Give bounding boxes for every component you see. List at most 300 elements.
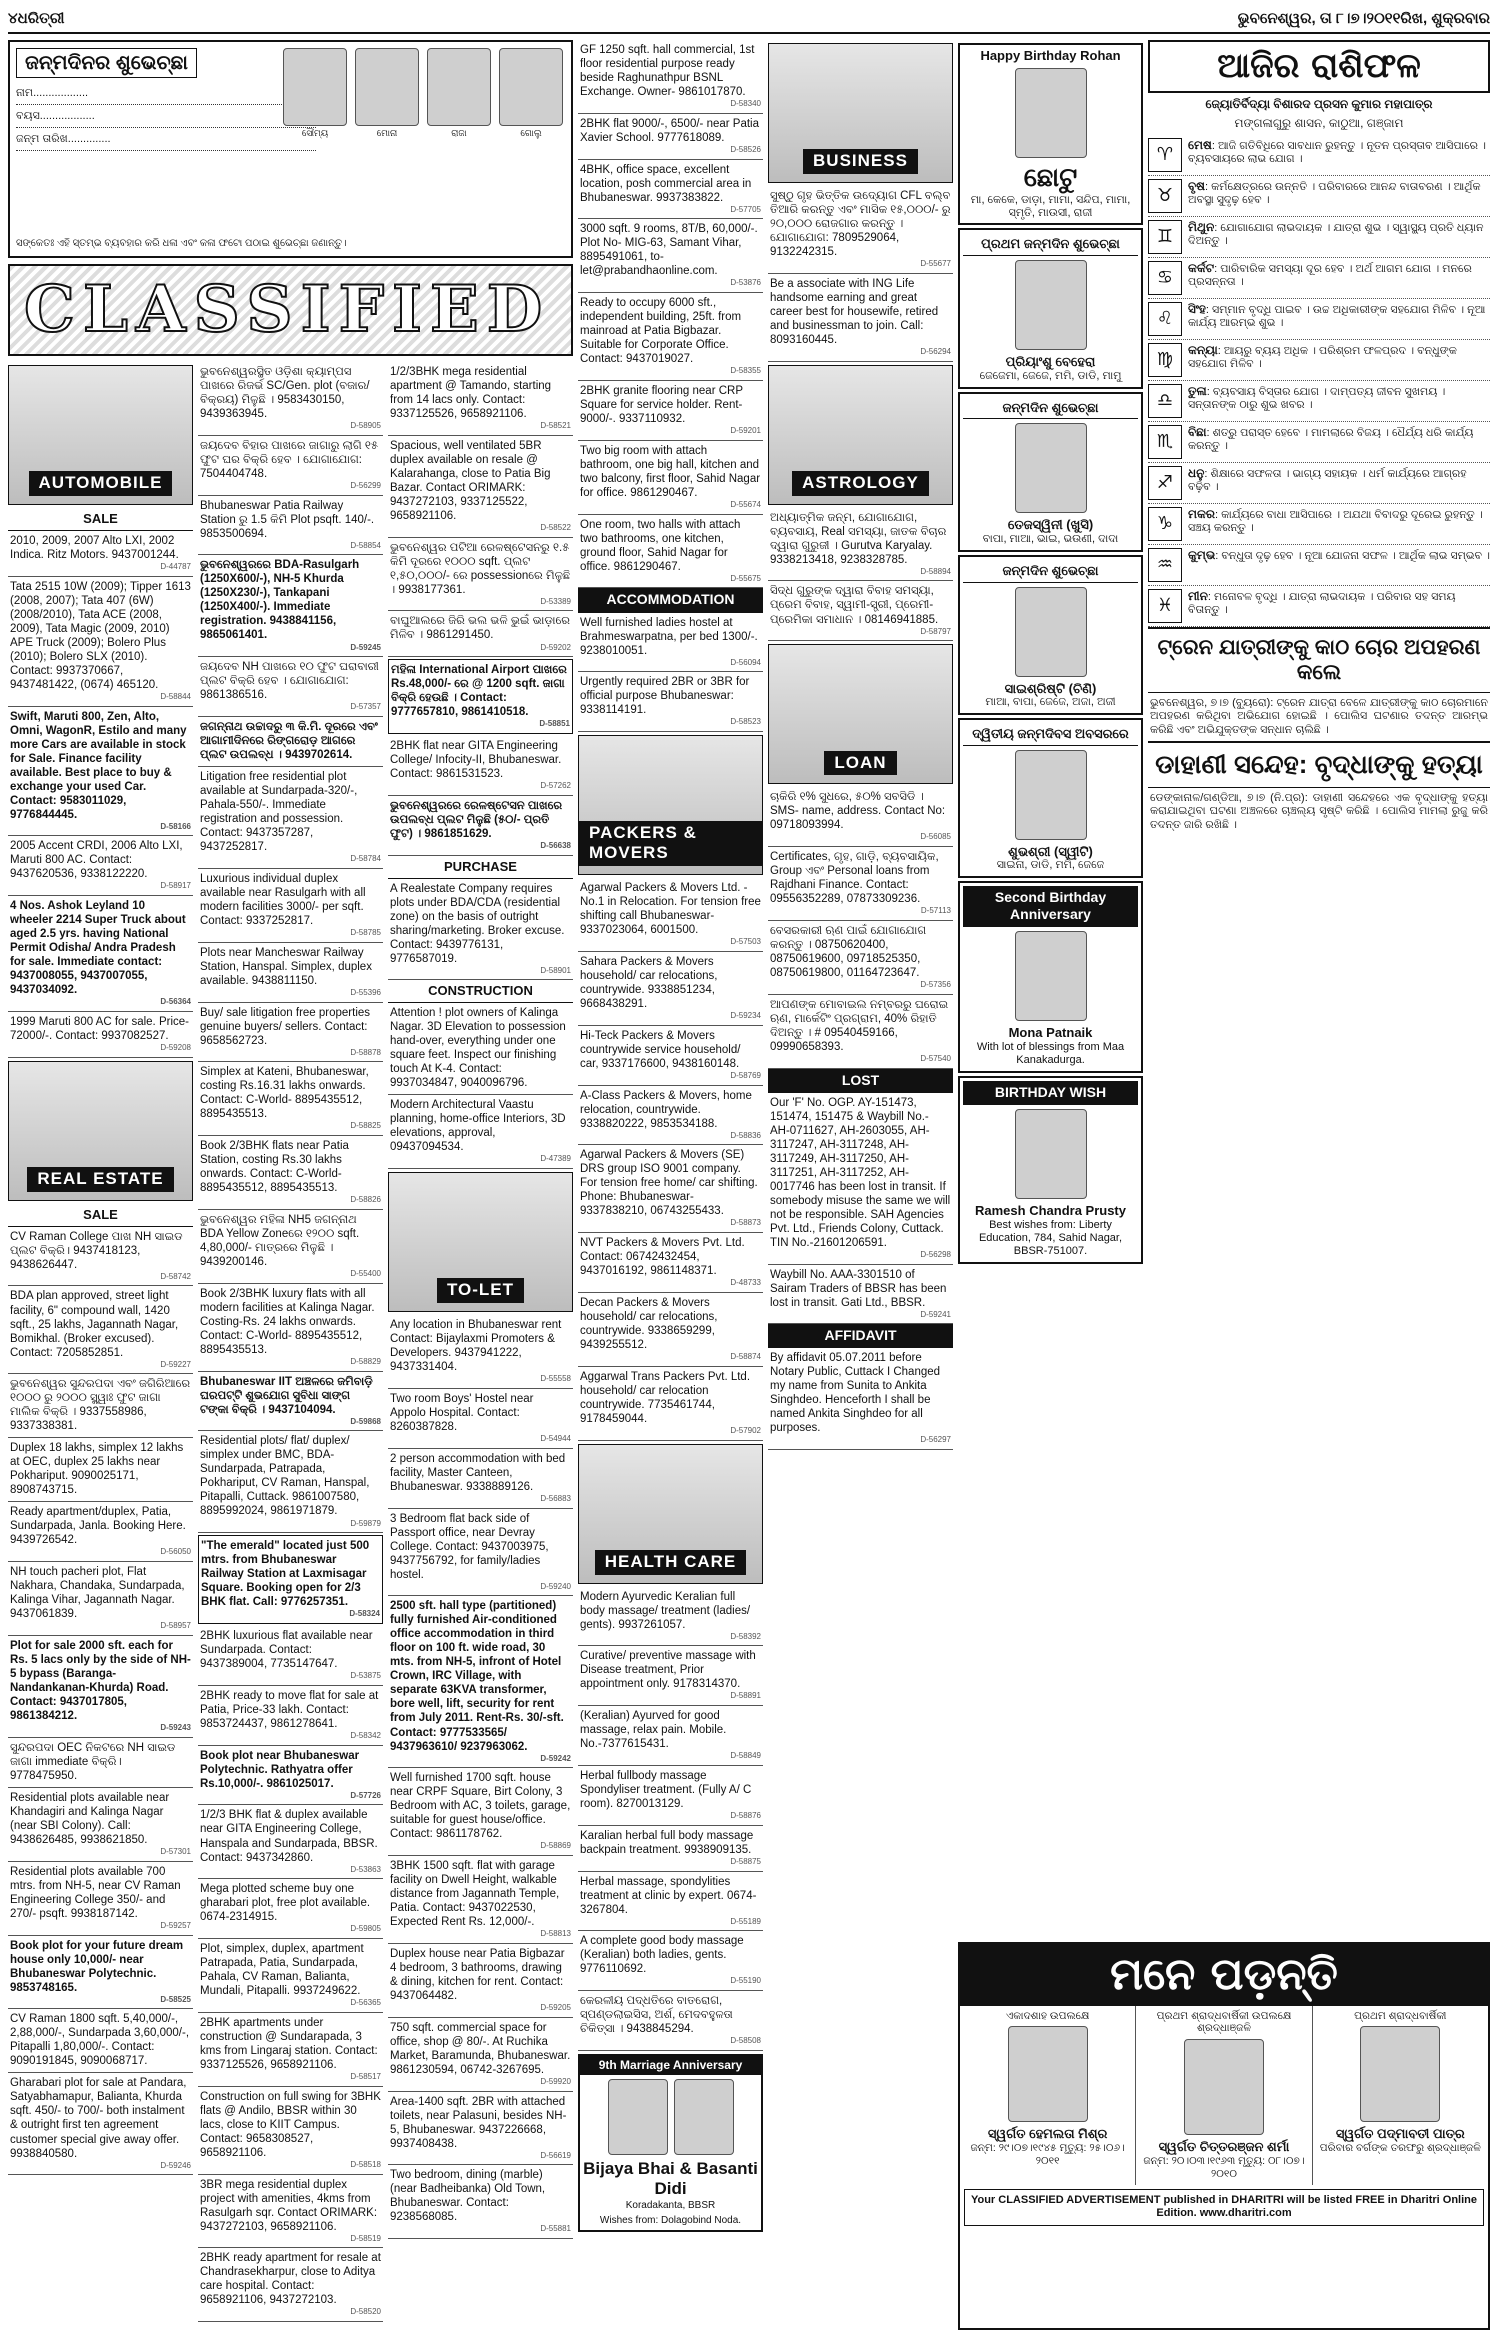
- classified-ad: [8, 1438, 193, 1502]
- obituary-name: ସ୍ୱର୍ଗତ ହେମଲତା ମିଶ୍ର: [987, 2126, 1108, 2142]
- rashi-body: ବୃଷ: କର୍ମକ୍ଷେତ୍ରରେ ଉନ୍ନତି । ପରିବାରରେ ଆନନ୍ଦ ବାତାବରଣ । ଆର୍ଥିକ ଅବସ୍ଥା ସୁଦୃଢ଼ ହେବ ।: [1188, 178, 1481, 207]
- obituary-photo: [1008, 2026, 1088, 2122]
- bride-photo: [674, 2079, 734, 2155]
- ad-code: D-59805: [350, 1924, 381, 1934]
- rashi-name: ମକର: [1188, 506, 1215, 521]
- classified-ad: [578, 381, 763, 441]
- classified-ad: [768, 186, 953, 274]
- ad-text: Aggarwal Trans Packers Pvt. Ltd. household/ car relocation countrywide. 7735461744, 9178459044.: [580, 1370, 751, 1425]
- coupon-field-name[interactable]: ନାମ..................: [16, 82, 316, 105]
- zodiac-sign-icon: ♐: [1148, 466, 1182, 500]
- ad-code: D-44787: [160, 561, 191, 571]
- wish-head: ଜନ୍ମଦିନ ଶୁଭେଚ୍ଛା: [963, 397, 1138, 420]
- ad-code: D-56299: [350, 480, 381, 490]
- ad-code: D-58784: [350, 854, 381, 864]
- column-greetings: [958, 40, 1143, 1900]
- obituary-card: [1136, 2006, 1312, 2185]
- ad-text: Ready to occupy 6000 sft., independent building, 25ft. from mainroad at Patia Bigbazar. Suitable for Corporate Office. Contact: 9437019027.: [580, 297, 742, 366]
- classified-ad: [578, 1293, 763, 1367]
- ad-code: D-58520: [350, 2307, 381, 2317]
- rashi-item: [1148, 176, 1490, 217]
- rashi-body: ମୀନ: ମନୋବଳ ବୃଦ୍ଧି । ଯାତ୍ରା ଲାଭଦାୟକ । ପରିବାର ସହ ସମୟ ବିତାନ୍ତୁ ।: [1188, 588, 1456, 617]
- kid-card: [427, 48, 491, 139]
- ad-text: Construction on full swing for 3BHK flats @ Andilo, BBSR within 30 lacs, close to KIIT Campus. Contact: 9658308527, 9658921106.: [200, 2090, 381, 2159]
- classified-ad: [198, 943, 383, 1003]
- rashi-text: ଆୟରୁ ବ୍ୟୟ ଅଧିକ । ପରିଶ୍ରମ ଫଳପ୍ରଦ । ବନ୍ଧୁଙ୍କ ସହଯୋଗ ମିଳିବ ।: [1188, 344, 1457, 371]
- ad-text: 4BHK, office space, excellent location, posh commercial area in Bhubaneswar. 9937383822.: [580, 163, 752, 204]
- rashi-text: ଆଜି ଗତିବିଧିରେ ସାବଧାନ ରୁହନ୍ତୁ । ନୂତନ ପ୍ରସ୍ତାବ ଆସିପାରେ । ବ୍ୟବସାୟରେ ଲାଭ ଯୋଗ ।: [1188, 139, 1486, 166]
- ad-text: One room, two halls with attach two bathrooms, one kitchen, ground floor, Sahid Nagar for office. 9861290467.: [580, 518, 741, 573]
- classified-ad: [198, 2087, 383, 2175]
- classified-ad: [578, 160, 763, 220]
- ad-text: ଜଗନ୍ନାଥ ଉଚ୍ଚାଦରୁ ୩ କି.ମି. ଦୂରରେ ଏବଂ ଆଗାମୀଦିନରେ ରିଙ୍ଗରୋଡ଼ ଆଗରେ ପ୍ଲଟ ଉପଲବ୍ଧ । 9439702614.: [200, 721, 378, 762]
- ad-text: Two bedroom, dining (marble) (near Badheibanka) Old Town, Bhubaneswar. Contact: 9238568085.: [390, 2169, 546, 2224]
- ad-text: Mega plotted scheme buy one gharabari plot, free plot available. 0674-2314915.: [200, 1883, 371, 1924]
- coupon-field-dob[interactable]: ଜନ୍ମ ତାରିଖ..............: [16, 128, 316, 151]
- ad-code: D-56294: [920, 346, 951, 356]
- ad-code: D-58878: [350, 1047, 381, 1057]
- ad-text: ବାଘୁଆଲରେ ଜିରି ଭଲ ଭଳି ଭୁଇଁ ଭାଡ଼ାରେ ମିଳିବ । 9861291450.: [390, 615, 570, 642]
- birthday-wish-card: [958, 718, 1143, 878]
- kids-photos: [283, 48, 563, 139]
- classified-ad: [8, 1502, 193, 1562]
- ad-text: ଜୟଦେବ NH ପାଖରେ ୧୦ ଫୁଟ ଘରାବାରୀ ପ୍ଲଟ ବିକ୍ରି ହେବ । ଯୋଗାଯୋଗ: 9861386516.: [200, 661, 379, 702]
- astrology-ads: [768, 508, 953, 642]
- ad-code: D-59920: [540, 2076, 571, 2086]
- ad-text: 2BHK ready apartment for resale at Chandrasekharpur, close to Aditya care hospital. Contact: 9658921106, 9437272103.: [200, 2252, 381, 2307]
- tolet-section-image: [388, 1172, 573, 1312]
- ad-text: ଅଧ୍ୟାତ୍ମିକ ଜନ୍ମ, ଯୋଗାଯୋଗ, ବ୍ୟବସାୟ, Real ସମସ୍ୟା, ଜାତକ ବିଚାର ଦ୍ୱାରା ଗୁରୁଜୀ । Gurutva Karyalay. 9338213418, 9238328785.: [770, 511, 947, 566]
- classified-ad: [578, 293, 763, 381]
- birthday-wish-card: [958, 228, 1143, 388]
- ad-text: Book 2/3BHK luxury flats with all modern facilities at Kalinga Nagar. Costing-Rs. 24 lakhs onwards. Contact: C-World- 8895435512, 8895435513.: [200, 1287, 375, 1356]
- ad-text: Residential plots/ flat/ duplex/ simplex under BMC, BDA- Sundarpada, Patrapada, Pokhariput, CV Raman, Hanspal, Pitapalli, Cuttack. 9861007580, 8895992024, 9861971879.: [200, 1435, 370, 1518]
- ad-code: D-58869: [540, 1841, 571, 1851]
- classified-ad: [388, 436, 573, 538]
- rashi-text: ସମ୍ମାନ ବୃଦ୍ଧି ପାଇବ । ଉଚ୍ଚ ଅଧିକାରୀଙ୍କ ସହଯୋଗ ମିଳିବ । ନୂଆ କାର୍ଯ୍ୟ ଆରମ୍ଭ ଶୁଭ ।: [1188, 303, 1486, 330]
- classified-ad: [8, 1862, 193, 1936]
- ad-text: Modern Ayurvedic Keralian full body massage/ treatment (ladies/ gents). 9937261057.: [580, 1590, 751, 1631]
- affidavit-heading: AFFIDAVIT: [768, 1324, 953, 1348]
- ad-text: A complete good body massage (Keralian) both ladies, gents. 9776110692.: [580, 1935, 744, 1976]
- construction-heading: CONSTRUCTION: [388, 980, 573, 1003]
- dharitri-online-promo: Your CLASSIFIED ADVERTISEMENT published in DHARITRI will be listed FREE in Dharitri Online Edition. www.dharitri.com: [964, 2189, 1484, 2226]
- business-ads: [768, 186, 953, 362]
- classified-ad: [388, 879, 573, 981]
- purchase-heading: PURCHASE: [388, 856, 573, 879]
- ad-code: D-58874: [730, 1352, 761, 1362]
- classified-ad: [8, 1374, 193, 1438]
- anniversary-place: Koradakanta, BBSR: [625, 2200, 716, 2212]
- news2-body: ଡେଙ୍କାନାଳ/ଗଣ୍ଡିଆ, ୭।୭ (ନି.ପ୍ର): ଡାହାଣୀ ସନ୍ଦେହରେ ଏକ ବୃଦ୍ଧାଙ୍କୁ ହତ୍ୟା କରାଯାଇଥିବା ଘଟଣା ଅଞ୍ଚଳରେ ଚାଞ୍ଚଲ୍ୟ ସୃଷ୍ଟି କରିଛି । ପୋଲିସ ମାମଲା ରୁଜୁ କରି ତଦନ୍ତ ଜାରି ରଖିଛି ।: [1150, 791, 1488, 831]
- ad-text: NVT Packers & Movers Pvt. Ltd. Contact: 06742432454, 9437016192, 9861148371.: [580, 1237, 745, 1278]
- happy-from: ମା, କେକେ, ଡାଡ଼ା, ମାମା, ସନ୍ଦିପ, ମାମା, ସ୍ମୃତି, ମାଉସୀ, ରାଜୀ: [970, 193, 1131, 219]
- birthday-coupon: [8, 40, 573, 258]
- ad-text: Bhubaneswar IIT ଅଞ୍ଚଳରେ ଜମିବାଡ଼ି ଘରପଟ୍ଟି ଶୁଭଯୋଗ ସୁବିଧା ସାଙ୍ଗ ଟଙ୍କା ବିକ୍ରି । 9437104094.: [200, 1375, 373, 1416]
- packers-label: PACKERS & MOVERS: [579, 821, 762, 866]
- rashi-body: କର୍କଟ: ପାରିବାରିକ ସମସ୍ୟା ଦୂର ହେବ । ଅର୍ଥ ଆଗମ ଯୋଗ । ମନରେ ପ୍ରସନ୍ନତା ।: [1188, 260, 1472, 289]
- rashi-name: ମୀନ: [1188, 588, 1208, 603]
- column-accommodation: [578, 40, 763, 2330]
- rashifal-address: ମଙ୍ଗଳାଗୁରୁ ଶାସନ, କାଠୁଆ, ଗଞ୍ଜାମ: [1234, 116, 1404, 131]
- ad-text: 4 Nos. Ashok Leyland 10 wheeler 2214 Super Truck about aged 2.5 yrs. having National Permit Odisha/ Andra Pradesh for sale. Immediate contact: 9437008055, 9437007055, 9437034092.: [10, 900, 186, 997]
- classified-ad: [388, 736, 573, 796]
- ad-code: D-54944: [540, 1433, 571, 1443]
- ad-code: D-57301: [160, 1847, 191, 1856]
- ad-text: ଜୟଦେବ ବିହାର ପାଖରେ ଜାଗାରୁ ଲାଗି ୧୫ ଫୁଟ ଘର ବିକ୍ରି ହେବ । ଯୋଗାଯୋଗ: 7504404748.: [200, 439, 379, 480]
- classified-ad: [388, 796, 573, 856]
- classified-ad: [578, 1991, 763, 2051]
- ad-text: 2BHK flat 9000/-, 6500/- near Patia Xavier School. 9777618089.: [580, 117, 759, 144]
- rashi-body: କନ୍ୟା: ଆୟରୁ ବ୍ୟୟ ଅଧିକ । ପରିଶ୍ରମ ଫଳପ୍ରଦ । ବନ୍ଧୁଙ୍କ ସହଯୋଗ ମିଳିବ ।: [1188, 342, 1457, 371]
- classified-ad: [578, 1826, 763, 1872]
- rashi-item: [1148, 422, 1490, 463]
- rashi-item: [1148, 340, 1490, 381]
- classified-ad: [578, 1233, 763, 1293]
- classified-ad: [198, 1210, 383, 1284]
- rashifal-author: ଜ୍ୟୋତିର୍ବିଦ୍ୟା ବିଶାରଦ ପ୍ରସନ କୁମାର ମହାପାତ୍ର: [1205, 97, 1433, 112]
- ad-text: ମହିଳା International Airport ପାଖରେ Rs.48,000/- ରେ @ 1200 sqft. ଜାଗା ବିକ୍ରି ହେଉଛି । Contact: 9777657810, 9861410518.: [391, 664, 567, 719]
- column-rashifal-news: [1148, 40, 1490, 1900]
- lost-ads: [768, 1093, 953, 1325]
- ad-text: Spacious, well ventilated 5BR duplex available on resale @ Kalarahanga, close to Patia Big Bazar. Contact ORIMARK: 9437272103, 9337125522, 9658921106.: [390, 439, 551, 522]
- wish-name: ଶୁଭଶ୍ରୀ (ସ୍ୱୀଟି): [1008, 843, 1093, 859]
- classified-ad: [768, 847, 953, 921]
- ad-code: D-59242: [540, 1753, 571, 1763]
- page-number: ୪ଧରିତ୍ରୀ: [8, 9, 65, 27]
- packers-section-image: [578, 735, 763, 875]
- ad-code: D-58826: [350, 1195, 381, 1205]
- obituary-card: [1313, 2006, 1488, 2185]
- kid-caption: ଗୋଲୁ: [520, 128, 542, 138]
- obituary-photo: [1360, 2026, 1440, 2122]
- rashi-text: ବ୍ୟବସାୟ ବିସ୍ତାର ଯୋଗ । ଦାମ୍ପତ୍ୟ ଜୀବନ ସୁଖମୟ । ସନ୍ତାନଙ୍କ ଠାରୁ ଶୁଭ ଖବର ।: [1188, 385, 1446, 412]
- zodiac-sign-icon: ♍: [1148, 343, 1182, 377]
- classified-ad: [578, 952, 763, 1026]
- classified-ad: [578, 1587, 763, 1647]
- ad-code: D-58523: [730, 717, 761, 727]
- coupon-footer: ସଙ୍କେତଃ ଏହି ସ୍ତମ୍ଭ ବ୍ୟବହାର କରି ଧଳା ଏବଂ କଳା ଫଟୋ ପଠାଇ ଶୁଭେଚ୍ଛା ଜଣାନ୍ତୁ।: [16, 237, 347, 249]
- ad-code: D-58891: [730, 1691, 761, 1701]
- ad-text: Residential plots available 700 mtrs. from NH-5, near CV Raman Engineering College 350/- and 270/- psqft. 9938187142.: [10, 1865, 181, 1920]
- ad-code: D-58742: [160, 1271, 191, 1281]
- ad-text: Duplex 18 lakhs, simplex 12 lakhs at OEC, duplex 25 lakhs near Pokhariput. 9090025171, 8908743715.: [10, 1442, 184, 1497]
- ad-code: D-58905: [350, 421, 381, 431]
- obituary-detail: ଜନ୍ମ: ୨୯।୦୭।୧୯୪୫ ମୃତ୍ୟୁ: ୨୫।୦୬।୨୦୧୧: [970, 2142, 1125, 2168]
- rashifal-title: ଆଜିର ରାଶିଫଳ: [1148, 40, 1490, 93]
- ad-text: ଭୁବନେଶ୍ୱର ମହିଳା NH5 ଜଗନ୍ନାଥ BDA Yellow Zoneରେ ୧୨୦୦ sqft. 4,80,000/- ମାତ୍ରରେ ମିଳୁଛି । 9439200146.: [200, 1213, 360, 1269]
- ad-text: 2BHK luxurious flat available near Sundarpada. Contact: 9437389004, 7735147647.: [200, 1630, 373, 1671]
- zodiac-sign-icon: ♏: [1148, 425, 1182, 459]
- ad-code: D-58836: [730, 1130, 761, 1140]
- ad-code: D-59868: [350, 1416, 381, 1426]
- kid-caption: ସୌମ୍ୟ: [301, 128, 329, 138]
- classified-ad: [578, 40, 763, 114]
- affidavit-ads: [768, 1348, 953, 1450]
- rashi-name: କୁମ୍ଭ: [1188, 547, 1216, 562]
- ad-code: D-53876: [730, 278, 761, 288]
- marriage-anniversary-ad: [578, 2054, 763, 2232]
- classified-ad: [8, 577, 193, 707]
- ad-text: Plot, simplex, duplex, apartment Patrapada, Patia, Sundarpada, Pahala, CV Raman, Balianta, Mundali, Pitapalli. 9937249622.: [200, 1943, 364, 1998]
- kid-photo: [283, 48, 347, 126]
- wish-photo: [1015, 587, 1087, 677]
- ad-text: Well furnished ladies hostel at Brahmeswarpatna, per bed 1300/-. 9238010051.: [580, 616, 758, 657]
- zodiac-sign-icon: ♋: [1148, 261, 1182, 295]
- ad-text: Book 2/3BHK flats near Patia Station, costing Rs.30 lakhs onwards. Contact: C-World- 8895435512, 8895435513.: [200, 1140, 349, 1195]
- ad-text: Luxurious individual duplex available near Rasulgarh with all modern facilities 3000/- per sqft. Contact: 9337252817.: [200, 872, 366, 927]
- ad-code: D-58392: [730, 1631, 761, 1641]
- ad-code: D-56638: [540, 840, 571, 850]
- classified-ad: [388, 1449, 573, 1509]
- ad-code: D-59879: [350, 1518, 381, 1528]
- coupon-field-age[interactable]: ବୟସ..................: [16, 105, 316, 128]
- ad-text: 3 Bedroom flat back side of Passport office, near Devray College. Contact: 9437003975, 9437756792, for family/ladies hostel.: [390, 1512, 549, 1581]
- ad-text: Herbal massage, spondylities treatment at clinic by expert. 0674-3267804.: [580, 1875, 757, 1916]
- ad-code: D-57113: [920, 906, 951, 916]
- zodiac-sign-icon: ♉: [1148, 179, 1182, 213]
- classified-ad: [8, 2009, 193, 2073]
- rashi-body: ମେଷ: ଆଜି ଗତିବିଧିରେ ସାବଧାନ ରୁହନ୍ତୁ । ନୂତନ ପ୍ରସ୍ତାବ ଆସିପାରେ । ବ୍ୟବସାୟରେ ଲାଭ ଯୋଗ ।: [1188, 137, 1486, 166]
- classified-ad: [388, 1856, 573, 1944]
- ad-text: 3BHK 1500 sqft. flat with garage facility on Dwell Height, walkable distance from Jagannath Temple, Patia. Contact: 9437022530, Expected Rent Rs. 12,000/-.: [390, 1860, 560, 1929]
- kid-photo: [499, 48, 563, 126]
- automobile-label: AUTOMOBILE: [29, 471, 173, 496]
- classified-ad: [388, 1315, 573, 1389]
- classified-ad: [198, 1686, 383, 1746]
- ad-text: Simplex at Kateni, Bhubaneswar, costing Rs.16.31 lakhs onwards. Contact: C-World- 8895435512, 8895435513.: [200, 1066, 369, 1121]
- kid-card: [499, 48, 563, 139]
- ad-code: D-57262: [540, 781, 571, 791]
- rashi-body: କୁମ୍ଭ: ବନ୍ଧୁତା ଦୃଢ଼ ହେବ । ନୂଆ ଯୋଜନା ସଫଳ । ଆର୍ଥିକ ଲାଭ ସମ୍ଭବ ।: [1188, 547, 1490, 562]
- ad-code: D-58873: [730, 1218, 761, 1228]
- column-realestate-2: [198, 362, 383, 2330]
- ad-text: Book plot near Bhubaneswar Polytechnic. Rathyatra offer Rs.10,000/-. 9861025017.: [200, 1749, 360, 1790]
- realestate-label: REAL ESTATE: [27, 1167, 173, 1192]
- zodiac-sign-icon: ♎: [1148, 384, 1182, 418]
- classified-ad: [388, 2165, 573, 2239]
- ad-text: ସିଦ୍ଧ ଗୁରୁଙ୍କ ଦ୍ୱାରା ବିବାହ ସମସ୍ୟା, ପ୍ରେମ ବିବାହ, ସ୍ୱାମୀ-ସ୍ତ୍ରୀ, ପ୍ରେମୀ-ପ୍ରେମିକା ସମାଧାନ । 08146941885.: [770, 585, 939, 626]
- classified-ad: [198, 1535, 383, 1624]
- rashi-name: ବୃଷ: [1188, 178, 1206, 193]
- classified-ad: [198, 1284, 383, 1372]
- rashifal-list: [1148, 135, 1490, 627]
- ad-code: D-58522: [540, 522, 571, 532]
- ad-code: D-57503: [730, 937, 761, 947]
- ad-code: D-56364: [160, 997, 191, 1007]
- date-line: ଭୁବନେଶ୍ୱର, ତା ୮।୭।୨୦୧୧ରିଖ, ଶୁକ୍ରବାର: [1237, 9, 1490, 27]
- ad-text: Attention ! plot owners of Kalinga Nagar. 3D Elevation to possession hand-over, everything under one square feet. Inspect our finishing touch At K-4. Contact: 9937034847, 9040096796.: [390, 1007, 566, 1090]
- ad-code: D-55400: [350, 1269, 381, 1279]
- ad-text: Well furnished 1700 sqft. house near CRPF Square, Birt Colony, 3 Bedroom with AC, 3 toilets, garage, suitable for guest house/office. Contact: 9861178762.: [390, 1772, 571, 1841]
- classified-ad: [388, 1389, 573, 1449]
- realestate-ads: [8, 1227, 193, 2176]
- ad-text: Two big room with attach bathroom, one big hall, kitchen and two balcony, first floor, Sahid Nagar for office. 9861290467.: [580, 444, 761, 499]
- ad-text: Bhubaneswar Patia Railway Station ରୁ 1.5 କିମି Plot psqft. 140/-. 9853500694.: [200, 499, 375, 540]
- wish-from: ସାଇନା, ଡାଡି, ମମି, ଜେଜେ: [996, 859, 1105, 872]
- ad-code: D-58797: [920, 626, 951, 636]
- mona-photo: [1015, 931, 1087, 1021]
- ad-code: D-56085: [920, 832, 951, 842]
- realestate-section-image: [8, 1061, 193, 1201]
- ad-code: D-58875: [730, 1856, 761, 1866]
- classified-ad: [768, 921, 953, 995]
- rashi-item: [1148, 504, 1490, 545]
- ad-code: D-58917: [160, 881, 191, 891]
- ad-code: D-59243: [160, 1723, 191, 1733]
- classified-ad: [768, 995, 953, 1069]
- classified-ad: [768, 1265, 953, 1325]
- classified-ad: [198, 2248, 383, 2322]
- ad-code: D-56365: [350, 1998, 381, 2008]
- rashi-text: କର୍ମକ୍ଷେତ୍ରରେ ଉନ୍ନତି । ପରିବାରରେ ଆନନ୍ଦ ବାତାବରଣ । ଆର୍ଥିକ ଅବସ୍ଥା ସୁଦୃଢ଼ ହେବ ।: [1188, 180, 1481, 207]
- classified-ad: [578, 1646, 763, 1706]
- classified-ad: [578, 1026, 763, 1086]
- kid-caption: ରାଜା: [451, 128, 467, 138]
- rashi-item: [1148, 135, 1490, 176]
- classified-ad: [768, 508, 953, 582]
- health-label: HEALTH CARE: [595, 1550, 747, 1575]
- rashi-item: [1148, 545, 1490, 586]
- ad-code: D-56297: [920, 1435, 951, 1445]
- rashi-body: ଧନୁ: ଶିକ୍ଷାରେ ସଫଳତା । ଭାଗ୍ୟ ସହାୟକ । ଧର୍ମ କାର୍ଯ୍ୟରେ ଆଗ୍ରହ ବଢ଼ିବ ।: [1188, 465, 1467, 494]
- birthday-wish-card: [958, 392, 1143, 552]
- ad-code: D-53863: [350, 1864, 381, 1874]
- rashi-text: ଶତ୍ରୁ ପରାସ୍ତ ହେବେ । ମାମଲାରେ ବିଜୟ । ଧୈର୍ଯ୍ୟ ଧରି କାର୍ଯ୍ୟ କରନ୍ତୁ ।: [1188, 426, 1474, 453]
- ad-text: 2BHK apartments under construction @ Sundarapada, 3 kms from Lingaraj station. Contact: 9337125526, 9658921106.: [200, 2016, 378, 2071]
- happy-title: Happy Birthday Rohan: [980, 48, 1121, 63]
- classified-ad: [578, 1872, 763, 1932]
- wish-photo: [1015, 750, 1087, 840]
- ad-code: D-47389: [540, 1154, 571, 1164]
- ad-text: 2BHK flat near GITA Engineering College/ Infocity-II, Bhubaneswar. Contact: 9861531523.: [390, 740, 562, 781]
- classified-ad: [578, 1931, 763, 1991]
- rashi-name: ମେଷ: [1188, 137, 1212, 152]
- ad-code: D-58526: [730, 144, 761, 154]
- anniversary-names: Bijaya Bhai & Basanti Didi: [583, 2158, 758, 2199]
- column-automobile-realestate: [8, 362, 193, 2330]
- rashi-item: [1148, 463, 1490, 504]
- ad-text: 2BHK granite flooring near CRP Square for service holder. Rent- 9000/-. 9337110932.: [580, 385, 743, 426]
- accommodation-ads: [578, 613, 763, 733]
- classified-ad: [388, 362, 573, 436]
- ad-text: Karalian herbal full body massage backpain treatment. 9938909135.: [580, 1829, 754, 1856]
- classified-ad: [198, 657, 383, 717]
- ad-code: D-58517: [350, 2071, 381, 2081]
- kid-caption: ମୋନା: [376, 128, 398, 138]
- second-bday-msg: With lot of blessings from Maa Kanakadurga.: [976, 1040, 1125, 1067]
- ad-text: Book plot for your future dream house only 10,000/- near Bhubaneswar Polytechnic. 9853748165.: [10, 1939, 184, 1994]
- ad-text: 2BHK ready to move flat for sale at Patia, Price-33 lakh. Contact: 9853724437, 9861278641.: [200, 1689, 379, 1730]
- classified-ad: [8, 1788, 193, 1862]
- birthday-coupon-title: ଜନ୍ମଦିନର ଶୁଭେଚ୍ଛା: [16, 48, 197, 78]
- ad-code: D-58876: [730, 1811, 761, 1821]
- rashi-name: ମିଥୁନ: [1188, 219, 1215, 234]
- rashi-body: ବିଛା: ଶତ୍ରୁ ପରାସ୍ତ ହେବେ । ମାମଲାରେ ବିଜୟ । ଧୈର୍ଯ୍ୟ ଧରି କାର୍ଯ୍ୟ କରନ୍ତୁ ।: [1188, 424, 1474, 453]
- classified-ad: [578, 219, 763, 293]
- anniversary-bar: 9th Marriage Anniversary: [580, 2056, 761, 2075]
- ad-text: 1999 Maruti 800 AC for sale. Price- 72000/-. Contact: 9937082527.: [10, 1016, 189, 1043]
- ad-text: ଆପଣଙ୍କ ମୋବାଇଲ ନମ୍ବରରୁ ଘରୋଇ ଋଣ, ମାର୍କେଟିଂ ପ୍ରଗ୍ରାମ, 40% ରିହାତି ଦିଅନ୍ତୁ । # 09540459166, 09990658393.: [770, 998, 949, 1053]
- classified-ad: [768, 1093, 953, 1265]
- classified-ad: [8, 1936, 193, 2010]
- rashi-item: [1148, 586, 1490, 627]
- ad-code: D-56298: [920, 1249, 951, 1259]
- ad-code: D-59257: [160, 1920, 191, 1930]
- ad-text: (Keralian) Ayurved for good massage, relax pain. Mobile. No.-7377615431.: [580, 1710, 727, 1751]
- classified-ad: [578, 1367, 763, 1441]
- anniversary-wishes: Wishes from: Dolagobind Noda.: [599, 2215, 742, 2227]
- classified-ad: [8, 2073, 193, 2175]
- loan-label: LOAN: [824, 751, 896, 776]
- bday-wish-head: BIRTHDAY WISH: [963, 1081, 1138, 1105]
- classified-ad: [8, 1012, 193, 1058]
- classified-ad: [578, 1086, 763, 1146]
- kid-card: [355, 48, 419, 139]
- ad-code: D-57540: [920, 1053, 951, 1063]
- ad-text: CV Raman College ପାଖ NH ସାଇଡ ପ୍ଲଟ ବିକ୍ରି। 9437418123, 9438626447.: [10, 1230, 183, 1271]
- purchase-ads: [388, 879, 573, 981]
- ad-code: D-58894: [920, 566, 951, 576]
- ad-code: D-48733: [730, 1278, 761, 1288]
- rashi-name: ଧନୁ: [1188, 465, 1205, 480]
- obituary-detail: ପରିବାର ବର୍ଗଙ୍କ ତରଫରୁ ଶ୍ରଦ୍ଧାଞ୍ଜଳି: [1319, 2142, 1481, 2155]
- ad-text: A Realestate Company requires plots under BDA/CDA (residential zone) on the basis of outright sharing/marketing. Broker excuse. Contact: 9439776131, 9776587019.: [390, 882, 565, 965]
- rashi-body: ମିଥୁନ: ଯୋଗାଯୋଗ ଲାଭଦାୟକ । ଯାତ୍ରା ଶୁଭ । ସ୍ୱାସ୍ଥ୍ୟ ପ୍ରତି ଧ୍ୟାନ ଦିଅନ୍ତୁ ।: [1188, 219, 1484, 248]
- classified-ad: [8, 896, 193, 1012]
- classified-ad: [8, 1636, 193, 1738]
- ad-text: GF 1250 sqft. hall commercial, 1st floor residential purpose ready beside Raghunathpur BSNL Exchange. Owner- 9861017870.: [580, 44, 755, 99]
- tolet-label: TO-LET: [437, 1278, 524, 1303]
- health-ads: [578, 1587, 763, 2051]
- classified-ad: [198, 1879, 383, 1939]
- ad-text: A-Class Packers & Movers, home relocation, countrywide. 9338820222, 9853534188.: [580, 1089, 752, 1130]
- sale-heading: SALE: [8, 508, 193, 531]
- classified-ad: [198, 1062, 383, 1136]
- ad-code: D-53875: [350, 1671, 381, 1681]
- wish-from: ଜେଜେମା, ଜେଜେ, ମମି, ଡାଡି, ମାମୁ: [979, 370, 1122, 383]
- mone-title: ମନେ ପଡ଼ନ୍ତି: [960, 1944, 1488, 2006]
- ad-code: D-55189: [730, 1916, 761, 1926]
- ad-code: D-58342: [350, 1730, 381, 1740]
- ad-code: D-53389: [540, 596, 571, 606]
- classified-ad: [198, 436, 383, 496]
- zodiac-sign-icon: ♌: [1148, 302, 1182, 336]
- ad-text: Two room Boys' Hostel near Appolo Hospital. Contact: 8260387828.: [390, 1392, 534, 1433]
- ad-text: Be a associate with ING Life handsome earning and great career best for housewife, retired and businessman to join. Call: 8093160445.: [770, 277, 939, 346]
- ad-text: ଭୁବନେଶ୍ୱରସ୍ଥିତ ଓଡ଼ିଶା କ୍ୟାମ୍ପସ ପାଖରେ ରିଜର୍ଭ SC/Gen. plot (ବଜାର/ବିକ୍ରୟ) ମିଳୁଛି । 9583430150, 9439363945.: [200, 366, 370, 421]
- classified-ad: [8, 836, 193, 896]
- ad-text: Waybill No. AAA-3301510 of Sairam Traders of BBSR has been lost in transit. Gati Ltd., BBSR.: [770, 1268, 947, 1309]
- ad-text: ସୁନ୍ଦରପଦା OEC ନିକଟରେ NH ସାଇଡ ଜାଗା immediate ବିକ୍ରି। 9778475950.: [10, 1741, 176, 1782]
- ad-code: D-58769: [730, 1070, 761, 1080]
- accommodation-heading: ACCOMMODATION: [578, 588, 763, 612]
- ad-code: D-59241: [920, 1309, 951, 1319]
- classified-ad: [198, 2013, 383, 2087]
- zodiac-sign-icon: ♊: [1148, 220, 1182, 254]
- zodiac-sign-icon: ♓: [1148, 589, 1182, 623]
- wish-photo: [1015, 260, 1087, 350]
- ad-code: D-55674: [730, 499, 761, 509]
- ad-code: D-59205: [540, 2003, 571, 2012]
- rashi-name: ତୁଳା: [1188, 383, 1207, 398]
- ad-text: 2010, 2009, 2007 Alto LXI, 2002 Indica. Ritz Motors. 9437001244.: [10, 534, 179, 561]
- ad-code: D-59227: [160, 1359, 191, 1369]
- rashi-body: ମକର: କାର୍ଯ୍ୟରେ ବାଧା ଆସିପାରେ । ଅଯଥା ବିବାଦରୁ ଦୂରେଇ ରୁହନ୍ତୁ । ସଞ୍ଚୟ କରନ୍ତୁ ।: [1188, 506, 1483, 535]
- ad-text: BDA plan approved, street light facility, 6" compound wall, 1420 sqft., 25 lakhs, Jagannath Nagar, Bomikhal. (Broker excused). Contact: 7205852851.: [10, 1290, 179, 1359]
- obituary-detail: ଜନ୍ମ: ୨୦।୦୩।୧୯୬୩ ମୃତ୍ୟୁ: ୦୮।୦୭।୨୦୧୦: [1143, 2155, 1305, 2180]
- classified-ad: [8, 531, 193, 577]
